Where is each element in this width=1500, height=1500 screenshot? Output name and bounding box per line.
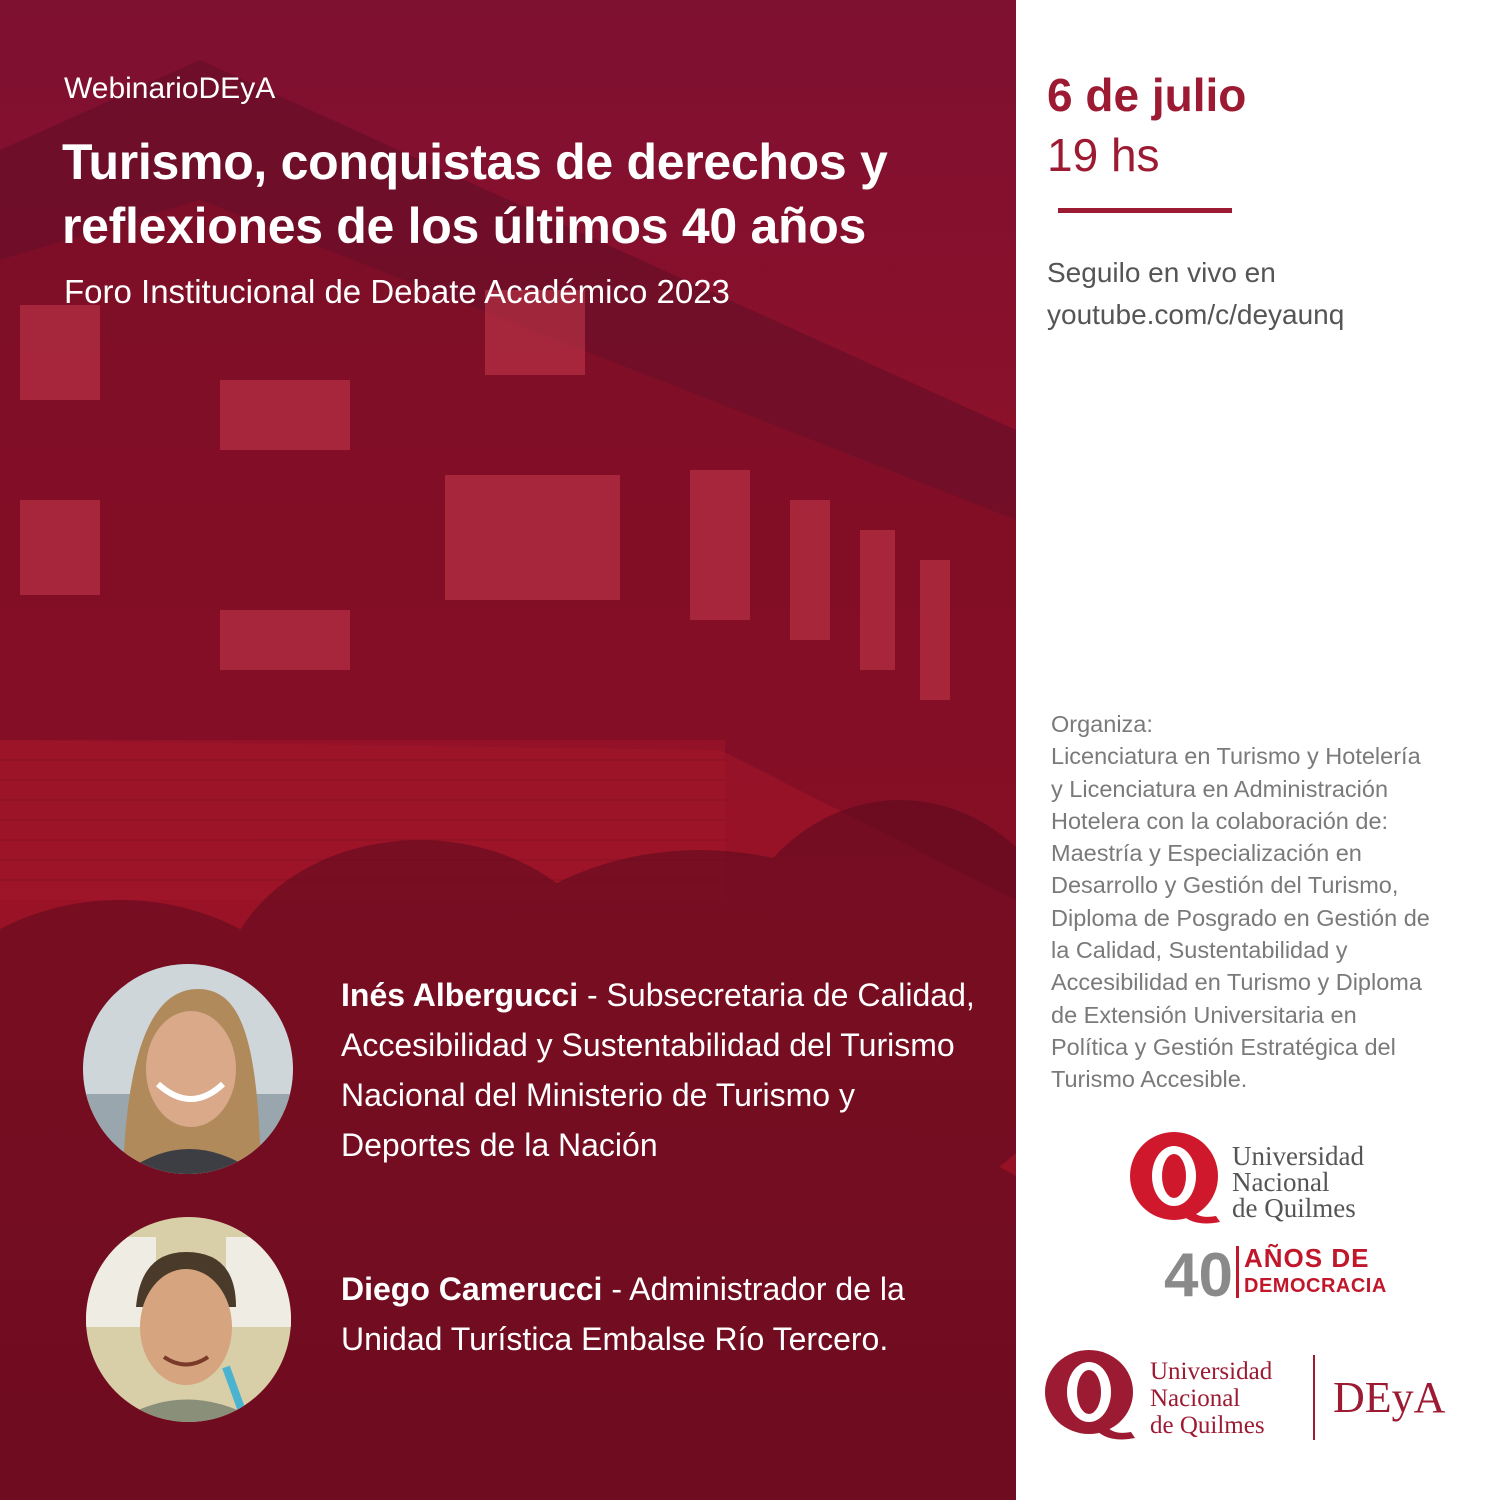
- event-date: 6 de julio: [1047, 69, 1247, 121]
- unq-logo-text: [1232, 1143, 1364, 1221]
- speaker-1-bio: [341, 970, 981, 1170]
- org-line: Hotelera con la colaboración de:: [1051, 807, 1389, 834]
- forty-years-line-2: DEMOCRACIA: [1244, 1275, 1387, 1297]
- forty-years-text: [1244, 1244, 1387, 1300]
- organizers-block: [1051, 708, 1481, 1096]
- speaker-1-avatar: [83, 964, 293, 1174]
- page-title: [62, 130, 1002, 258]
- speaker-1-separator: -: [578, 977, 607, 1013]
- unq-footer-line-3: de Quilmes: [1150, 1412, 1265, 1439]
- divider: [1058, 208, 1232, 213]
- org-line: Política y Gestión Estratégica del: [1051, 1033, 1396, 1060]
- speaker-2-bio: [341, 1264, 981, 1364]
- event-time: 19 hs: [1047, 129, 1160, 181]
- org-line: Accesibilidad en Turismo y Diploma: [1051, 969, 1422, 996]
- org-line: y Licenciatura en Administración: [1051, 775, 1389, 802]
- speaker-2-separator: -: [602, 1271, 630, 1307]
- unq-logo-icon: [1128, 1130, 1224, 1230]
- event-tag: WebinarioDEyA: [64, 72, 276, 105]
- live-label: Seguilo en vivo en: [1047, 257, 1276, 288]
- unq-logo-line-3: de Quilmes: [1232, 1193, 1356, 1223]
- title-line-2: reflexiones de los últimos 40 años: [62, 198, 866, 254]
- youtube-link[interactable]: youtube.com/c/deyaunq: [1047, 299, 1345, 330]
- unq-footer-logo-text: [1150, 1358, 1272, 1439]
- live-stream-info: [1047, 252, 1344, 336]
- speaker-1-name: Inés Albergucci: [341, 977, 579, 1013]
- org-line: Desarrollo y Gestión del Turismo,: [1051, 872, 1399, 899]
- deya-logo: DEyA: [1333, 1373, 1446, 1422]
- unq-footer-line-1: Universidad: [1150, 1358, 1273, 1385]
- logo-divider: [1313, 1355, 1315, 1440]
- speaker-1-role: Subsecretaria de Calidad, Accesibilidad y Sustentabilidad del Turismo Nacional del Ministerio de Turismo y Deportes de la Nación: [341, 977, 975, 1163]
- org-line: la Calidad, Sustentabilidad y: [1051, 937, 1348, 964]
- speaker-2-role: Administrador de la Unidad Turística Embalse Río Tercero.: [341, 1271, 905, 1357]
- page-subtitle: Foro Institucional de Debate Académico 2023: [64, 273, 730, 310]
- org-line: de Extensión Universitaria en: [1051, 1001, 1357, 1028]
- forty-number: 40: [1164, 1241, 1233, 1302]
- speaker-2-name: Diego Camerucci: [341, 1271, 603, 1307]
- speaker-2-avatar: [86, 1217, 291, 1422]
- forty-years-logo-icon: [1164, 1240, 1242, 1302]
- org-line: Diploma de Posgrado en Gestión de: [1051, 904, 1430, 931]
- unq-logo-line-2: Nacional: [1232, 1167, 1330, 1197]
- org-line: Turismo Accesible.: [1051, 1066, 1248, 1093]
- org-line: Licenciatura en Turismo y Hotelería: [1051, 743, 1421, 770]
- org-line: Maestría y Especialización en: [1051, 840, 1362, 867]
- org-line: Organiza:: [1051, 711, 1153, 737]
- unq-footer-logo-icon: [1043, 1348, 1139, 1444]
- unq-footer-line-2: Nacional: [1150, 1385, 1241, 1412]
- unq-logo-line-1: Universidad: [1232, 1141, 1364, 1171]
- forty-years-line-1: AÑOS DE: [1244, 1243, 1370, 1273]
- title-line-1: Turismo, conquistas de derechos y: [62, 134, 888, 190]
